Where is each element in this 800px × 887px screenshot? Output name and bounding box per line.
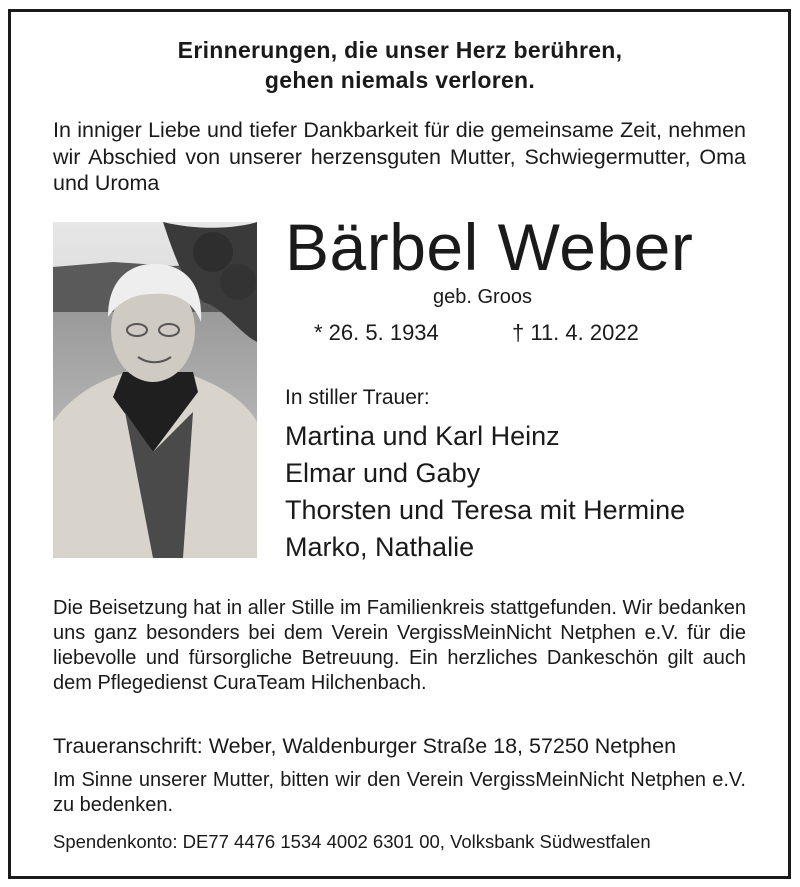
heading-line-2: gehen niemals verloren. [264, 67, 536, 93]
heading-line-1: Erinnerungen, die unser Herz berühren, [177, 37, 623, 63]
donation-note: Im Sinne unserer Mutter, bitten wir den Verein VergissMeinNicht Netphen e.V. zu bedenken. [53, 769, 746, 816]
family-member: Marko, Nathalie [285, 532, 475, 562]
maiden-name: geb. Groos [433, 286, 532, 308]
birth-date: * 26. 5. 1934 [314, 320, 439, 345]
donation-account: Spendenkonto: DE77 4476 1534 4002 6301 00, Volksbank Südwestfalen [53, 831, 651, 852]
portrait-photo [53, 222, 257, 558]
portrait-illustration [53, 222, 257, 558]
deceased-name: Bärbel Weber [285, 210, 694, 284]
family-member: Martina und Karl Heinz [285, 421, 560, 451]
family-member: Thorsten und Teresa mit Hermine [285, 495, 686, 525]
family-list [285, 418, 685, 566]
burial-text: Die Beisetzung hat in aller Stille im Familienkreis stattgefunden. Wir bedanken uns ganz besonders bei dem Verein VergissMeinNicht Netphen e.V. für die liebevolle und fürsorgliche Betreuung. Ein herzliches Dankeschön gilt auch dem Pflegedienst CuraTeam Hilchenbach. [53, 597, 746, 694]
mourning-address: Traueranschrift: Weber, Waldenburger Straße 18, 57250 Netphen [53, 734, 677, 758]
family-member: Elmar und Gaby [285, 458, 481, 488]
mourning-label: In stiller Trauer: [285, 386, 430, 409]
intro-text: In inniger Liebe und tiefer Dankbarkeit für die gemeinsame Zeit, nehmen wir Abschied von unserer herzensguten Mutter, Schwiegermutter, Oma und Uroma [53, 118, 746, 195]
death-date: † 11. 4. 2022 [512, 320, 639, 345]
